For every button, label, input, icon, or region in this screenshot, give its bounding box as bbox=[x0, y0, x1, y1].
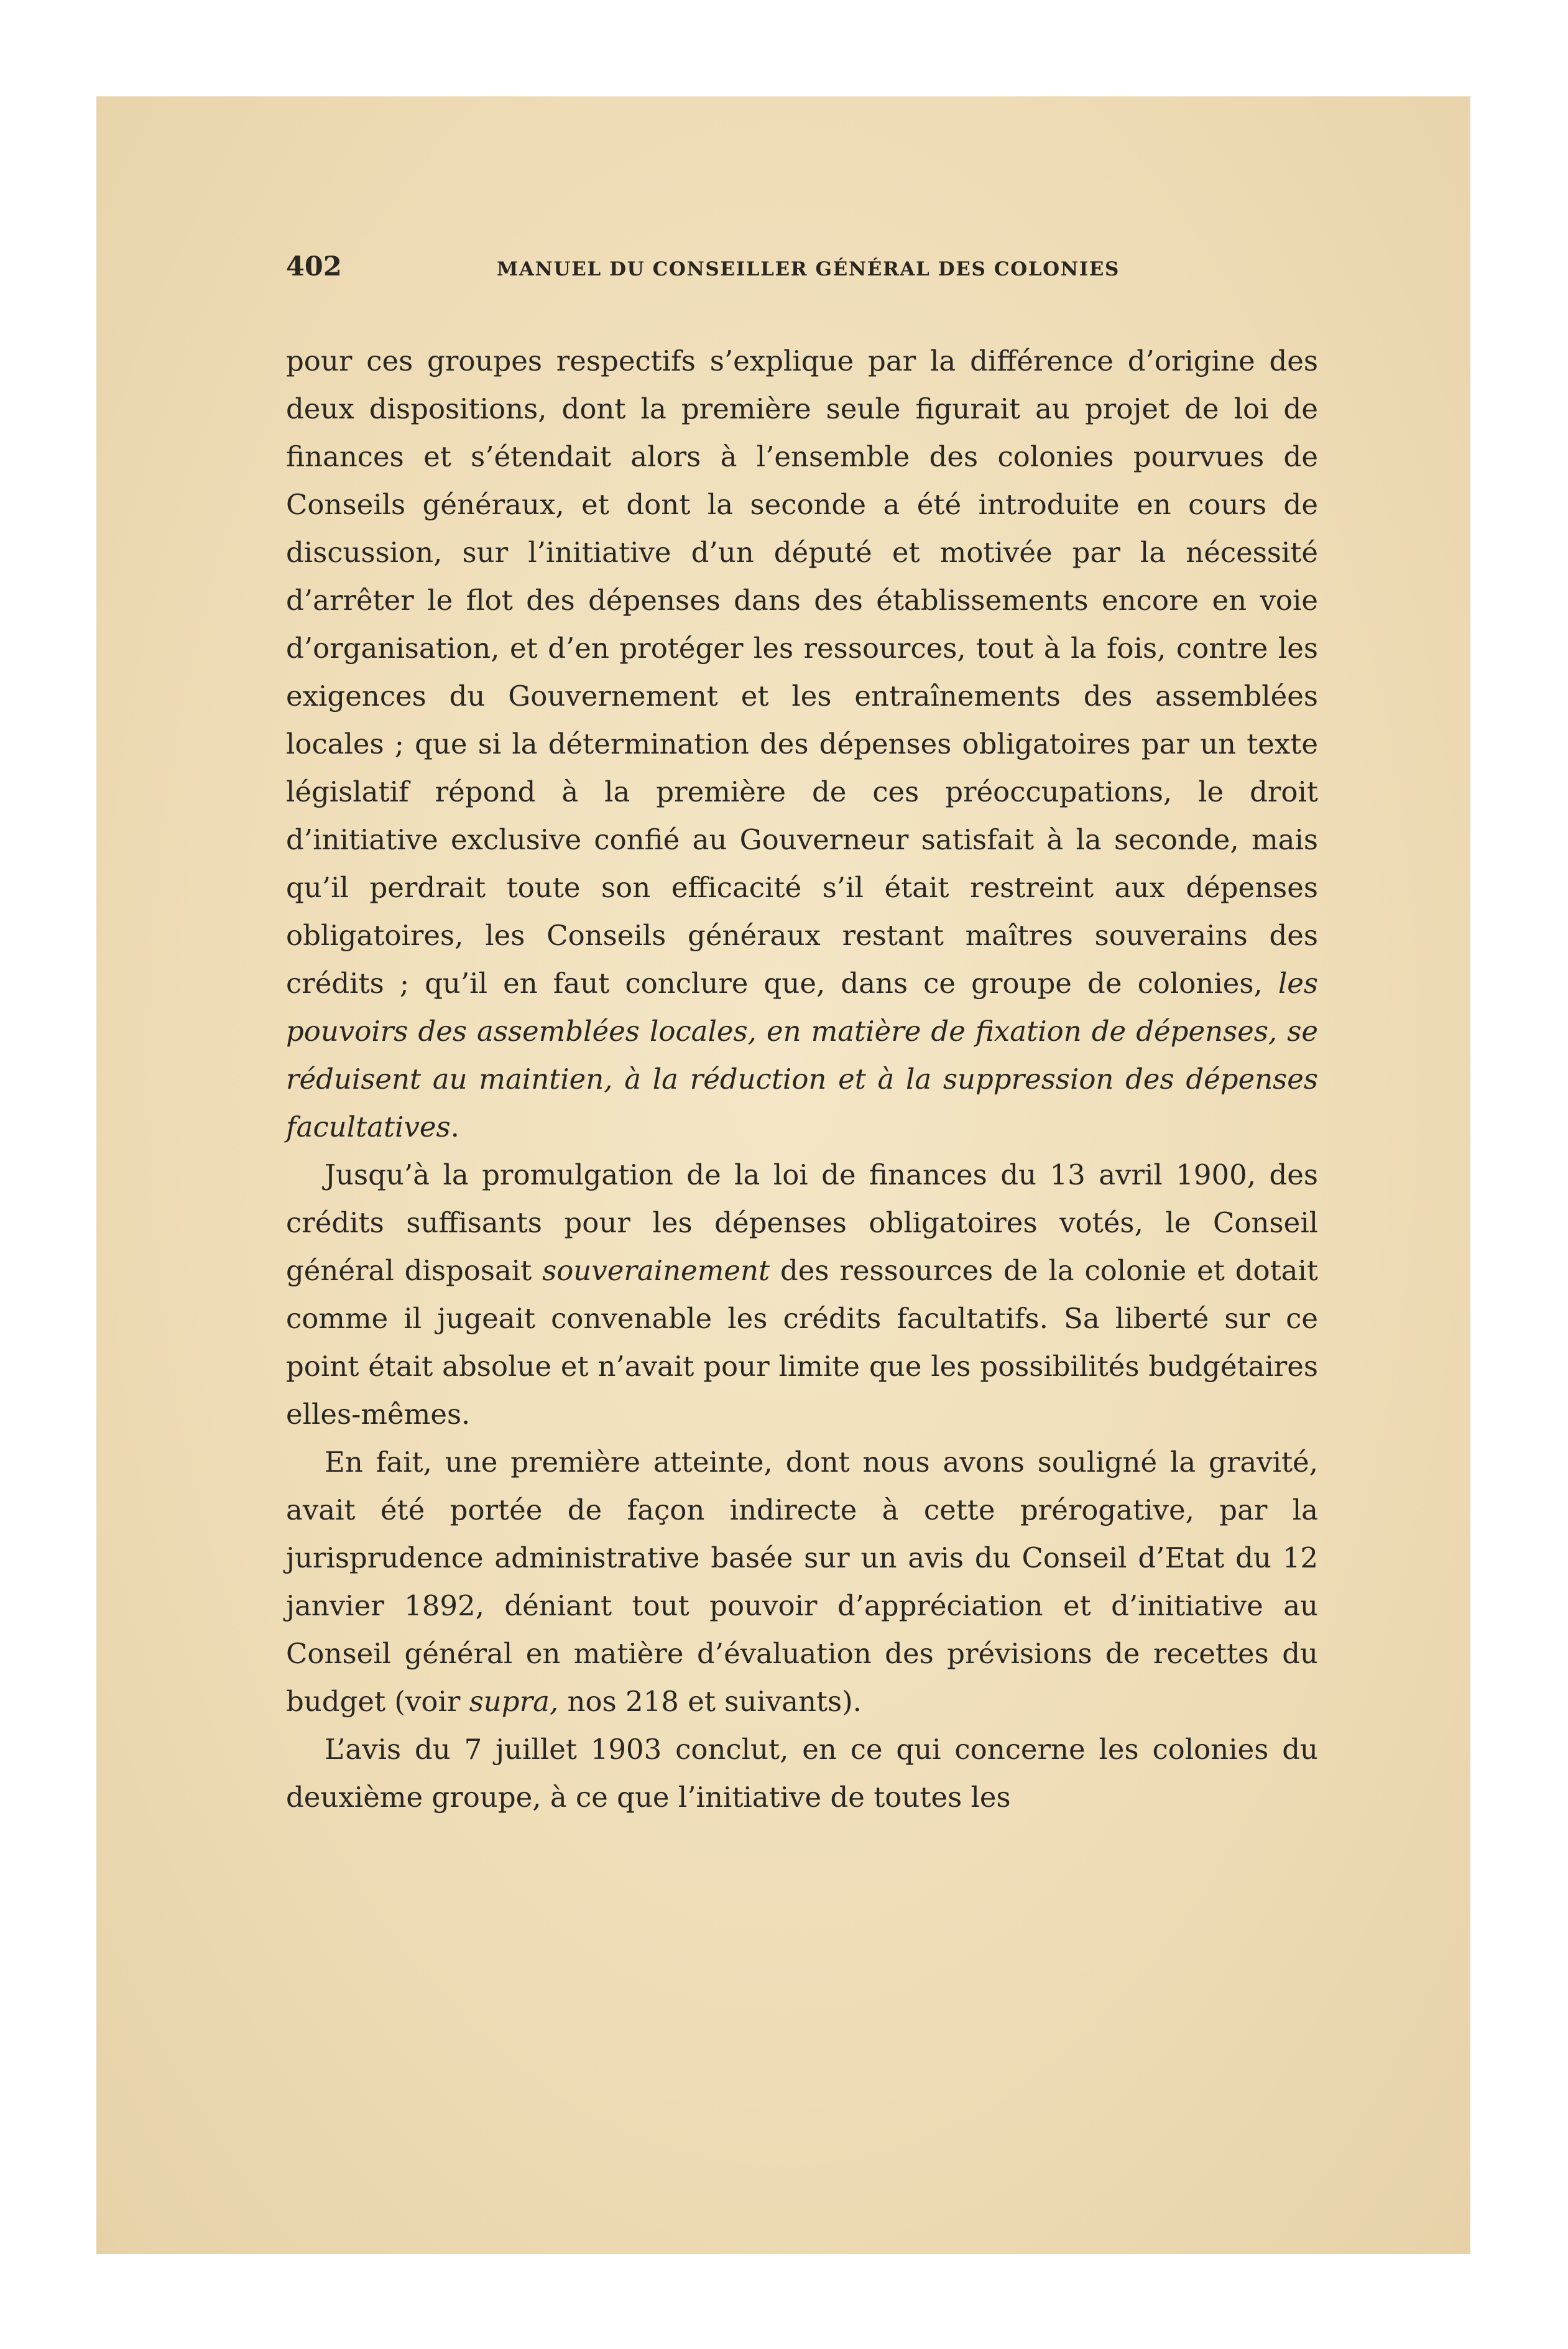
paragraph-text: En fait, une première atteinte, dont nous avons souligné la gravité, avait été portée de façon indirecte à cette prérogative, par la jurisprudence administrative basée sur un avis du Conseil d’Etat du 12 janvier 1892, déniant tout pouvoir d’appréciation et d’initiative au Conseil général en matière d’évaluation des prévisions de recettes du budget (voir bbox=[286, 1446, 1318, 1718]
paragraph-text: Jusqu’à la promulgation de la loi de finances du 13 avril 1900, des crédits suffisants pour les dépenses obligatoires votés, le Conseil général disposait bbox=[286, 1158, 1318, 1287]
page-body bbox=[286, 337, 1318, 1821]
emphasized-text: les pouvoirs des assemblées locales, en matière de fixation de dépenses, se réduisent au maintien, à la réduction et à la suppression des dépenses facultatives bbox=[286, 967, 1318, 1143]
paragraph-4 bbox=[286, 1725, 1318, 1821]
running-title: MANUEL DU CONSEILLER GÉNÉRAL DES COLONIES bbox=[496, 258, 1120, 280]
paragraph-text: pour ces groupes respectifs s’explique par la différence d’origine des deux dispositions, dont la première seule figurait au projet de loi de finances et s’étendait alors à l’ensemble des colonies pourvues de Conseils généraux, et dont la seconde a été introduite en cours de discussion, sur l’initiative d’un député et motivée par la nécessité d’arrêter le flot des dépenses dans des établissements encore en voie d’organisation, et d’en protéger les ressources, tout à la fois, contre les exigences du Gouvernement et les entraînements des assemblées locales ; que si la détermination des dépenses obligatoires par un texte législatif répond à la première de ces préoccupations, le droit d’initiative exclusive confié au Gouverneur satisfait à la seconde, mais qu’il perdrait toute son efficacité s’il était restreint aux dépenses obligatoires, les Conseils généraux restant maîtres souverains des crédits ; qu’il en faut conclure que, dans ce groupe de colonies, bbox=[286, 344, 1318, 1000]
paragraph-2 bbox=[286, 1151, 1318, 1438]
paragraph-3 bbox=[286, 1438, 1318, 1725]
book-page bbox=[286, 251, 1318, 1821]
paragraph-text: L’avis du 7 juillet 1903 conclut, en ce qui concerne les colonies du deuxième groupe, à ce que l’initiative de toutes les bbox=[286, 1733, 1318, 1814]
emphasized-text: supra, bbox=[469, 1685, 559, 1718]
emphasized-text: souverainement bbox=[542, 1254, 770, 1287]
paragraph-1 bbox=[286, 337, 1318, 1151]
page-header: 402 MANUEL DU CONSEILLER GÉNÉRAL DES COLONIES bbox=[286, 251, 1318, 295]
paragraph-text: des ressources de la colonie et dotait comme il jugeait convenable les crédits facultatifs. Sa liberté sur ce point était absolue et n’avait pour limite que les possibilités budgétaires elles-mêmes. bbox=[286, 1254, 1318, 1431]
paragraph-text: nos 218 et suivants). bbox=[558, 1685, 862, 1718]
paragraph-text: . bbox=[450, 1110, 459, 1143]
